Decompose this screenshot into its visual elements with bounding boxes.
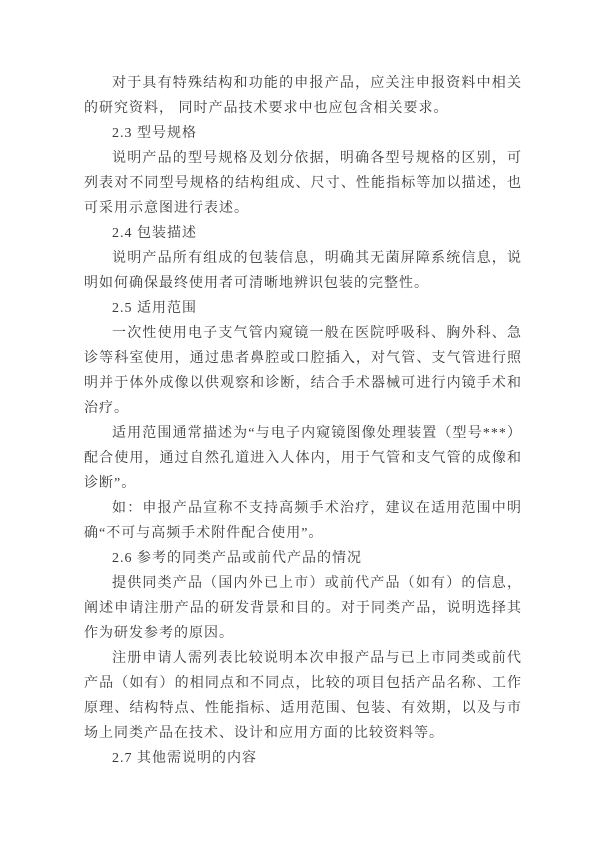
body-paragraph: 提供同类产品（国内外已上市）或前代产品（如有）的信息，阐述申请注册产品的研发背景和目的。对于同类产品，说明选择其作为研发参考的原因。	[84, 576, 522, 641]
body-paragraph: 对于具有特殊结构和功能的申报产品，应关注申报资料中相关的研究资料， 同时产品技术要求中也应包含相关要求。	[84, 76, 522, 116]
section-heading: 2.6 参考的同类产品或前代产品的情况	[112, 551, 362, 566]
section-heading: 2.5 适用范围	[112, 301, 197, 316]
section-heading: 2.3 型号规格	[112, 126, 197, 141]
body-paragraph: 说明产品的型号规格及划分依据，明确各型号规格的区别，可列表对不同型号规格的结构组成、尺寸、性能指标等加以描述，也可采用示意图进行表述。	[84, 151, 522, 216]
section-heading: 2.7 其他需说明的内容	[112, 751, 257, 766]
body-paragraph: 说明产品所有组成的包装信息，明确其无菌屏障系统信息，说明如何确保最终使用者可清晰地辨识包装的完整性。	[84, 251, 522, 291]
body-paragraph: 注册申请人需列表比较说明本次申报产品与已上市同类或前代产品（如有）的相同点和不同点，比较的项目包括产品名称、工作原理、结构特点、性能指标、适用范围、包装、有效期，以及与市场上同类产品在技术、设计和应用方面的比较资料等。	[84, 651, 522, 741]
section-heading: 2.4 包装描述	[112, 226, 197, 241]
document-body	[84, 71, 522, 771]
body-paragraph: 如：申报产品宣称不支持高频手术治疗，建议在适用范围中明确“不可与高频手术附件配合使用”。	[84, 501, 522, 541]
body-paragraph: 一次性使用电子支气管内窥镜一般在医院呼吸科、胸外科、急诊等科室使用，通过患者鼻腔或口腔插入，对气管、支气管进行照明并于体外成像以供观察和诊断，结合手术器械可进行内镜手术和治疗。	[84, 326, 522, 416]
body-paragraph: 适用范围通常描述为“与电子内窥镜图像处理装置（型号***）配合使用，通过自然孔道进入人体内，用于气管和支气管的成像和诊断”。	[84, 426, 522, 491]
